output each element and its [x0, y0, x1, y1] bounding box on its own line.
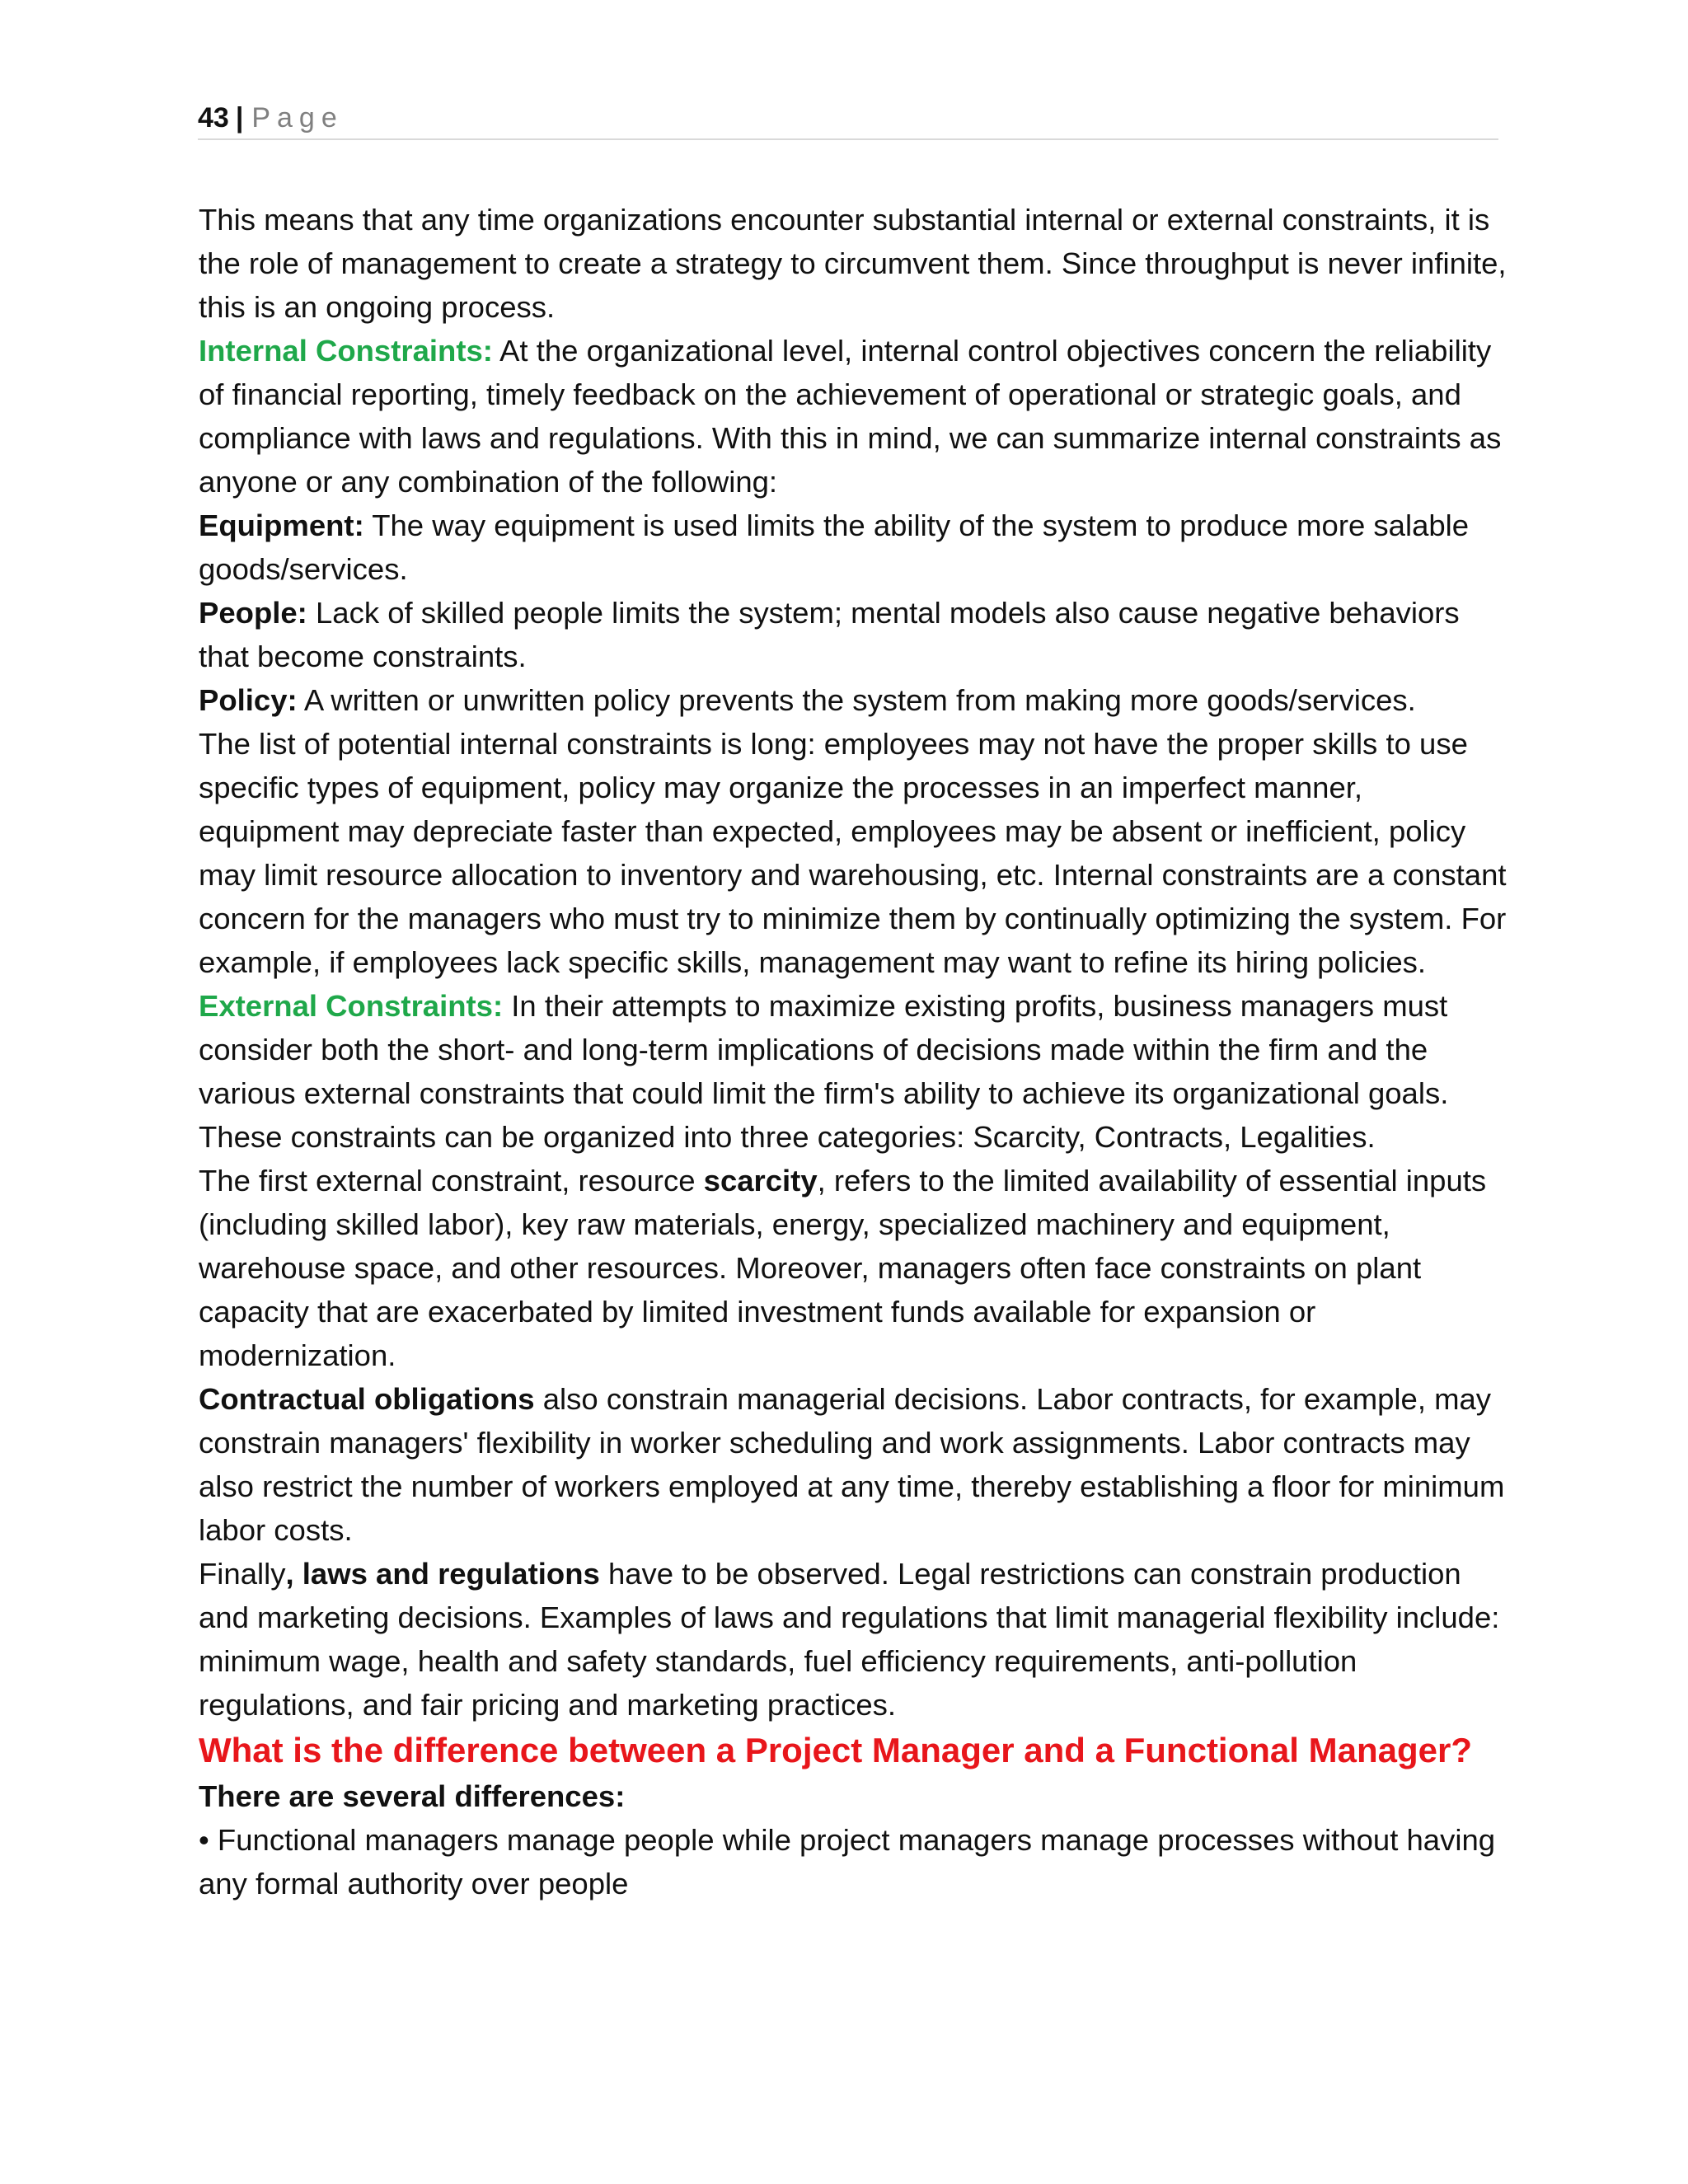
policy-paragraph	[199, 678, 1509, 722]
laws-paragraph	[199, 1552, 1509, 1727]
equipment-label: Equipment:	[199, 509, 364, 542]
scarcity-text-after: , refers to the limited availability of essential inputs (including skilled labor), key raw materials, energy, specialized machinery and equipment, warehouse space, and other resources. Moreover, managers often face constraints on plant capacity that are exacerbated by limited investment funds available for expansion or modernization.	[199, 1164, 1487, 1372]
people-text: Lack of skilled people limits the system; mental models also cause negative behaviors that become constraints.	[199, 596, 1460, 673]
page-number: 43	[198, 102, 229, 134]
document-body	[199, 198, 1509, 1905]
people-paragraph	[199, 591, 1509, 678]
categories-paragraph: These constraints can be organized into three categories: Scarcity, Contracts, Legalities.	[199, 1120, 1376, 1154]
external-constraints-text: In their attempts to maximize existing profits, business managers must consider both the short- and long-term implications of decisions made within the firm and the various external constraints that could limit the firm's ability to achieve its organizational goals.	[199, 989, 1449, 1110]
internal-constraints-text: At the organizational level, internal control objectives concern the reliability of financial reporting, timely feedback on the achievement of operational or strategic goals, and compliance with laws and regulations. With this in mind, we can summarize internal constraints as anyone or any combination of the following:	[199, 334, 1502, 499]
equipment-paragraph	[199, 504, 1509, 591]
bullet-item: • Functional managers manage people while project managers manage processes without having any formal authority over people	[199, 1823, 1496, 1900]
page-header	[198, 97, 1498, 140]
internal-list-paragraph: The list of potential internal constraints is long: employees may not have the proper skills to use specific types of equipment, policy may organize the processes in an imperfect manner, equipment may depreciate faster than expected, employees may be absent or inefficient, policy may limit resource allocation to inventory and warehousing, etc. Internal constraints are a constant concern for the managers who must try to minimize them by continually optimizing the system. For example, if employees lack specific skills, management may want to refine its hiring policies.	[199, 727, 1507, 979]
differences-heading: There are several differences:	[199, 1779, 626, 1813]
policy-text: A written or unwritten policy prevents the system from making more goods/services.	[297, 683, 1416, 717]
laws-text-before: Finally	[199, 1557, 286, 1591]
policy-label: Policy:	[199, 683, 298, 717]
internal-constraints-label: Internal Constraints:	[199, 334, 493, 368]
page-separator: |	[235, 102, 244, 134]
laws-term: , laws and regulations	[285, 1557, 600, 1591]
question-heading: What is the difference between a Project Manager and a Functional Manager?	[199, 1731, 1472, 1769]
contractual-text: also constrain managerial decisions. Labor contracts, for example, may constrain managers' flexibility in worker scheduling and work assignments. Labor contracts may also restrict the number of workers employed at any time, thereby establishing a floor for minimum labor costs.	[199, 1382, 1505, 1547]
people-label: People:	[199, 596, 307, 630]
contractual-term: Contractual obligations	[199, 1382, 535, 1416]
scarcity-term: scarcity	[703, 1164, 818, 1197]
laws-text-after: have to be observed. Legal restrictions can constrain production and marketing decisions. Examples of laws and regulations that limit managerial flexibility include: minimum wage, health and safety standards, fuel efficiency requirements, anti-pollution regulations, and fair pricing and marketing practices.	[199, 1557, 1500, 1722]
external-constraints-paragraph	[199, 984, 1509, 1115]
page-label: Page	[251, 102, 344, 134]
contractual-paragraph	[199, 1377, 1509, 1552]
equipment-text: The way equipment is used limits the ability of the system to produce more salable goods/services.	[199, 509, 1470, 586]
intro-paragraph: This means that any time organizations encounter substantial internal or external constraints, it is the role of management to create a strategy to circumvent them. Since throughput is never infinite, this is an ongoing process.	[199, 203, 1507, 324]
external-constraints-label: External Constraints:	[199, 989, 504, 1023]
internal-constraints-paragraph	[199, 329, 1509, 504]
scarcity-text-before: The first external constraint, resource	[199, 1164, 704, 1197]
scarcity-paragraph	[199, 1159, 1509, 1377]
